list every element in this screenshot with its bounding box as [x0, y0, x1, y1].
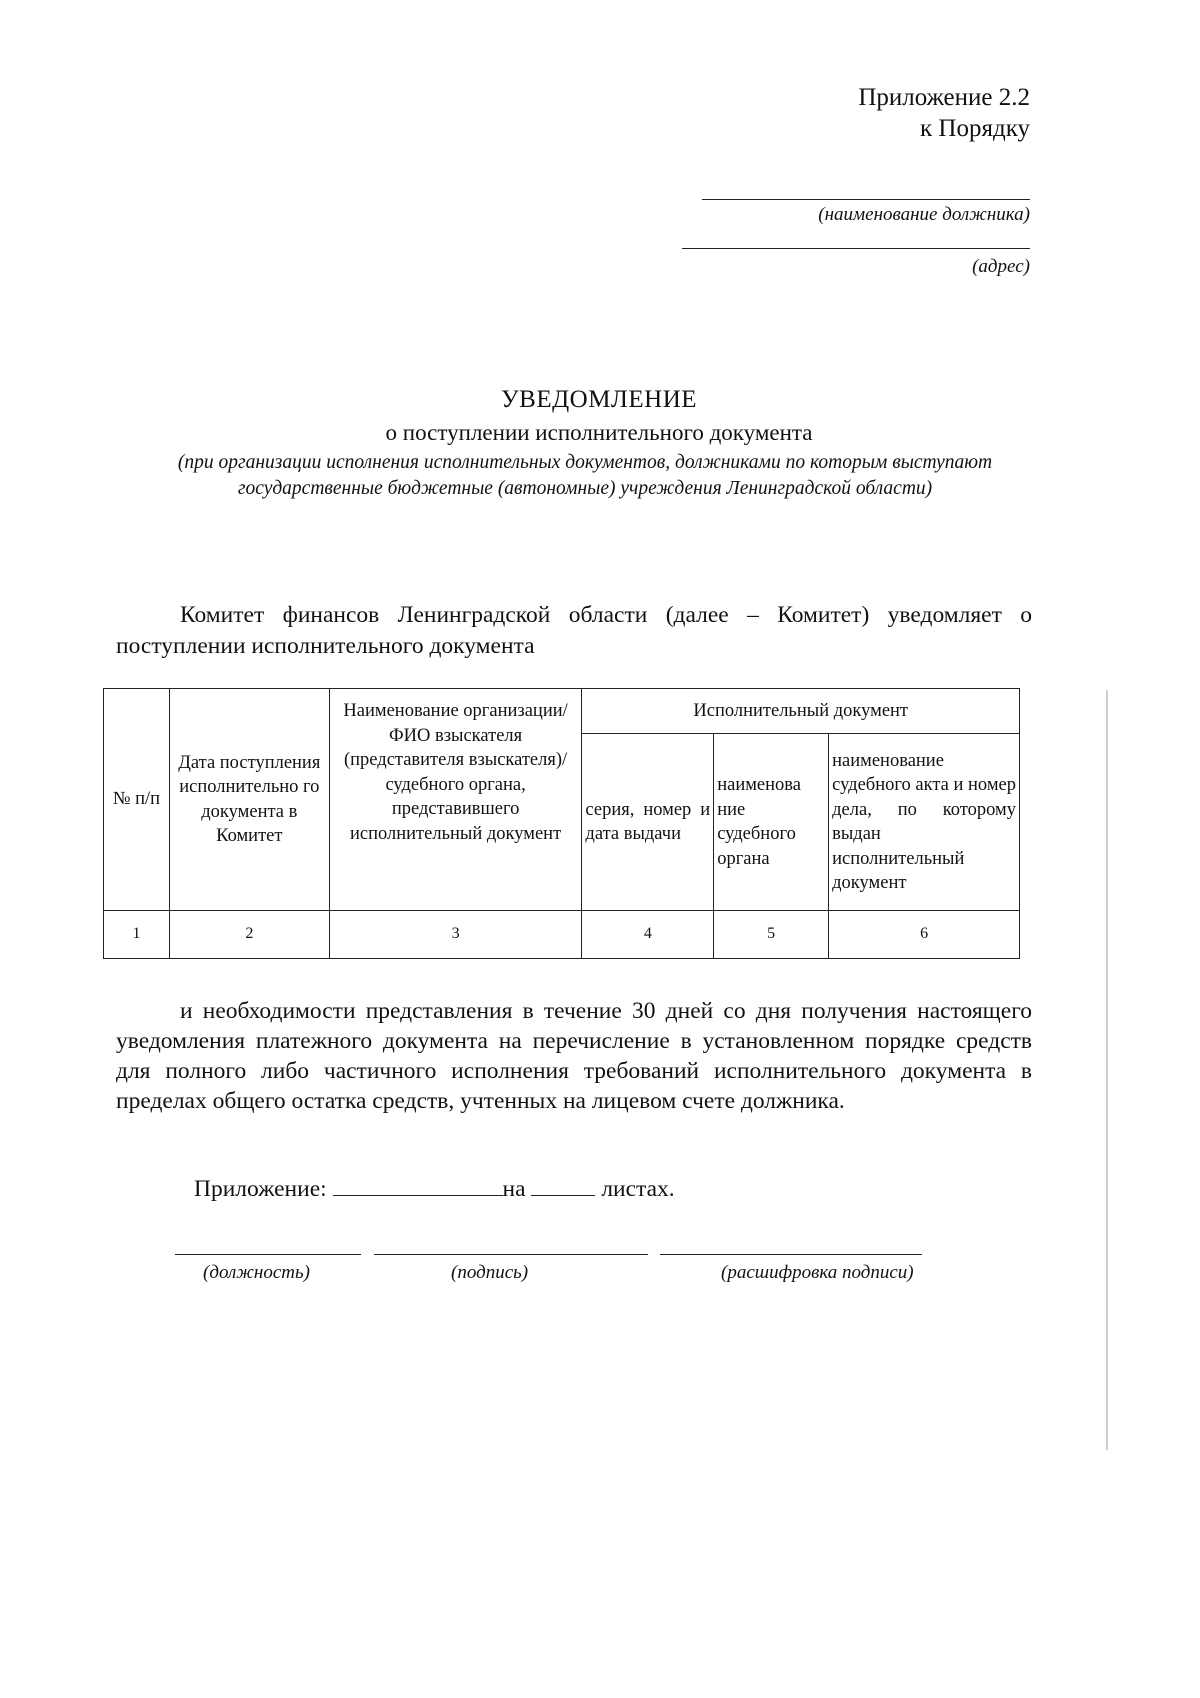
column-number-4: 4: [582, 911, 714, 959]
document-title: УВЕДОМЛЕНИЕ: [500, 386, 698, 413]
intro-paragraph: [116, 600, 1032, 662]
sheet-count-blank[interactable]: [531, 1177, 595, 1196]
appendix-reference: [858, 82, 1030, 144]
debtor-name-caption: (наименование должника): [818, 204, 1030, 225]
column-number-5: 5: [714, 911, 829, 959]
intro-text: Комитет финансов Ленинградской области (далее – Комитет) уведомляет о поступлении исполнительного документа: [116, 602, 1032, 659]
attachment-line: [194, 1176, 675, 1203]
column-number-3: 3: [329, 911, 582, 959]
signature-decoding-line[interactable]: [660, 1254, 922, 1255]
position-caption: (должность): [203, 1262, 310, 1283]
appendix-line-1: Приложение 2.2: [858, 84, 1030, 111]
header-series-number-date: серия, номер и дата выдачи: [582, 734, 714, 911]
header-executive-document: Исполнительный документ: [582, 689, 1020, 734]
position-signature-line[interactable]: [175, 1254, 361, 1255]
column-number-6: 6: [829, 911, 1020, 959]
address-field-line[interactable]: [682, 248, 1030, 249]
header-court-name: наименова ние судебного органа: [714, 734, 829, 911]
column-number-1: 1: [104, 911, 170, 959]
attachment-label: Приложение:: [194, 1176, 327, 1202]
body-text: и необходимости представления в течение 30 дней со дня получения настоящего уведомления платежного документа на перечисление в установленном порядке средств для полного либо частичного исполнения требований исполнительного документа в пределах общего остатка средств, учтенных на лицевом счете должника.: [116, 998, 1032, 1114]
appendix-line-2: к Порядку: [920, 115, 1030, 142]
scan-edge-shadow: [1106, 690, 1108, 1450]
signature-caption: (подпись): [451, 1262, 529, 1283]
document-subtitle: о поступлении исполнительного документа: [385, 420, 813, 445]
attachment-name-blank[interactable]: [333, 1177, 503, 1196]
document-note: (при организации исполнения исполнительных документов, должниками по которым выступают государственные бюджетные (автономные) учреждения Ленинградской области): [177, 452, 993, 499]
documents-table: [103, 688, 1020, 959]
attachment-on-word: на: [502, 1176, 526, 1202]
signature-decoding-caption: (расшифровка подписи): [721, 1262, 914, 1283]
address-caption: (адрес): [972, 256, 1030, 277]
header-court-act: наименование судебного акта и номер дела, по которому выдан исполнительный документ: [829, 734, 1020, 911]
header-receipt-date: Дата поступления исполнительно го документа в Комитет: [169, 689, 329, 911]
debtor-name-field-line[interactable]: [702, 199, 1030, 200]
header-number: № п/п: [104, 689, 170, 911]
body-paragraph: [116, 996, 1032, 1116]
column-number-2: 2: [169, 911, 329, 959]
sheets-word: листах.: [601, 1176, 675, 1202]
signature-line[interactable]: [374, 1254, 648, 1255]
header-claimant: Наименование организации/ФИО взыскателя (представителя взыскателя)/судебного органа, представившего исполнительный документ: [329, 689, 582, 911]
